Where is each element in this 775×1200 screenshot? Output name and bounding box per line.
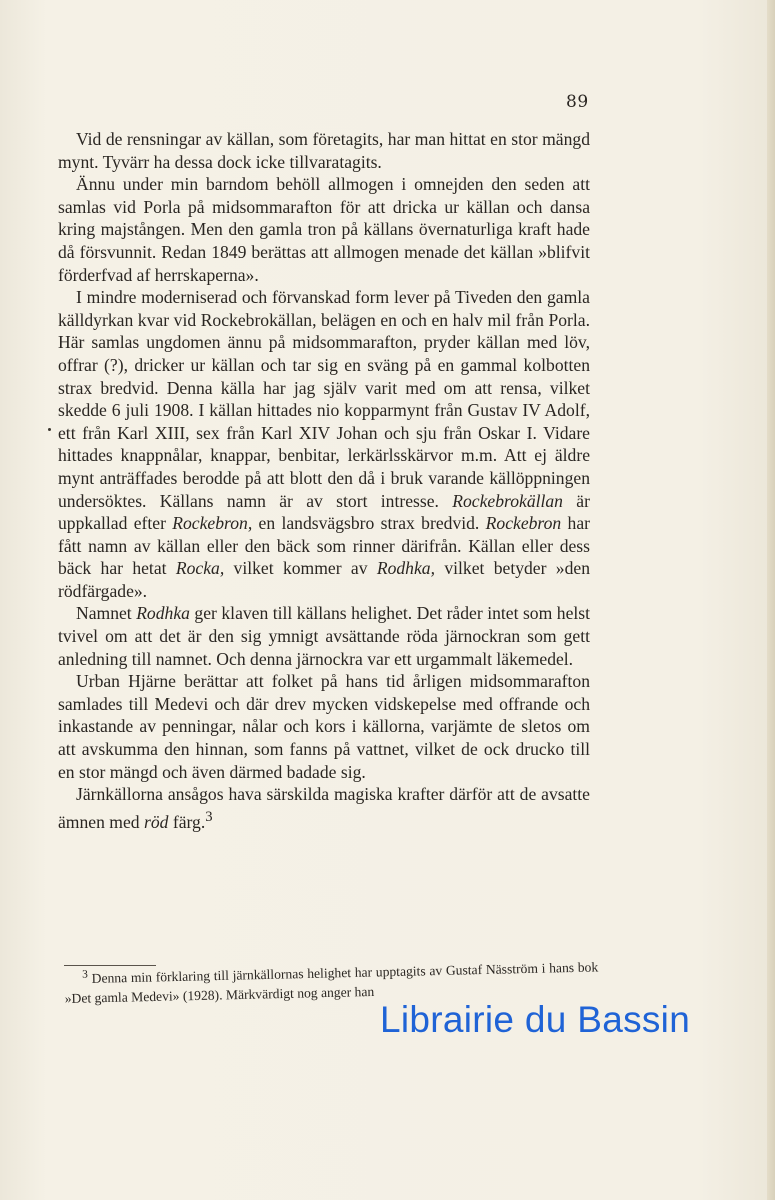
paragraph: Vid de rensningar av källan, som företagits, har man hittat en stor mängd mynt. Tyvärr ha dessa dock icke tillvaratagits. [58, 129, 590, 172]
paragraph: I mindre moderniserad och förvanskad form lever på Tiveden den gamla källdyrkan kvar vid Rockebrokällan, belägen en och en halv mil från Porla. Här samlas ungdomen ännu på midsommarafton, pryder källan med löv, offrar (?), dricker ur källan och tar sig en sväng på en gammal kolbotten strax bredvid. Denna källa har jag själv varit med om att rensa, vilket skedde 6 juli 1908. I källan hittades nio kopparmynt från Gustav IV Adolf, ett från Karl XIII, sex från Karl XIV Johan och sju från Oskar I. Vidare hittades knappnålar, knappar, benbitar, lerkärlsskärvor m.m. Att ej äldre mynt anträffades berodde på att blott den då i bruk varande källöppningen undersöktes. Källans namn är av stort intresse. Rockebrokällan är uppkallad efter Rockebron, en landsvägsbro strax bredvid. Rockebron har fått namn av källan eller den bäck som rinner därifrån. Källan eller dess bäck har hetat Rocka, vilket kommer av Rodhka, vilket betyder »den rödfärgade». [58, 287, 591, 601]
paragraph: Ännu under min barndom behöll allmogen i omnejden den seden att samlas vid Porla på midsommarafton för att dricka ur källan och dansa kring majstången. Men den gamla tron på källans övernaturliga kraft hade då försvunnit. Redan 1849 berättas att allmogen menade det källan »blifvit förderfvad af herrskaperna». [58, 174, 590, 285]
footnote-reference[interactable]: 3 [205, 808, 213, 825]
footnote-text: Denna min förklaring till järnkällornas helighet har upptagits av Gustaf Näsström i hans bok »Det gamla Medevi» (1928). Märkvärdigt nog anger han [64, 959, 599, 1006]
footnote-marker: 3 [82, 968, 89, 981]
italic-term: Rodhka [136, 603, 190, 624]
paper-speck [48, 428, 51, 431]
page-number: 89 [566, 92, 589, 112]
italic-term: Rockebron [485, 513, 562, 534]
italic-term: röd [143, 811, 169, 832]
paragraph: Järnkällorna ansågos hava särskilda magiska krafter därför att de avsatte ämnen med röd färg.$^3$ [58, 784, 590, 832]
watermark: Librairie du Bassin [380, 999, 691, 1040]
italic-term: Rockebron, [172, 513, 253, 534]
body-text [58, 128, 590, 833]
italic-term: Rocka, [175, 558, 225, 579]
paragraph: Urban Hjärne berättar att folket på hans tid årligen midsommarafton samlades till Medevi och där drev mycken vidskepelse med offrande och inkastande av penningar, nålar och kors i källorna, varjämte de sletos om att avskumma den hinnan, som fanns på vattnet, vilket de ock drucko till en stor mängd och även därmed badade sig. [58, 671, 590, 782]
italic-term: Rockebrokällan [452, 490, 563, 511]
paragraph: Namnet Rodhka ger klaven till källans helighet. Det råder intet som helst tvivel om att det är den sig ymnigt avsättande röda järnockran som gett anledning till namnet. Och denna järnockra var ett urgammalt läkemedel. [58, 603, 590, 669]
page-edge [767, 0, 775, 1200]
italic-term: Rodhka, [376, 558, 435, 579]
